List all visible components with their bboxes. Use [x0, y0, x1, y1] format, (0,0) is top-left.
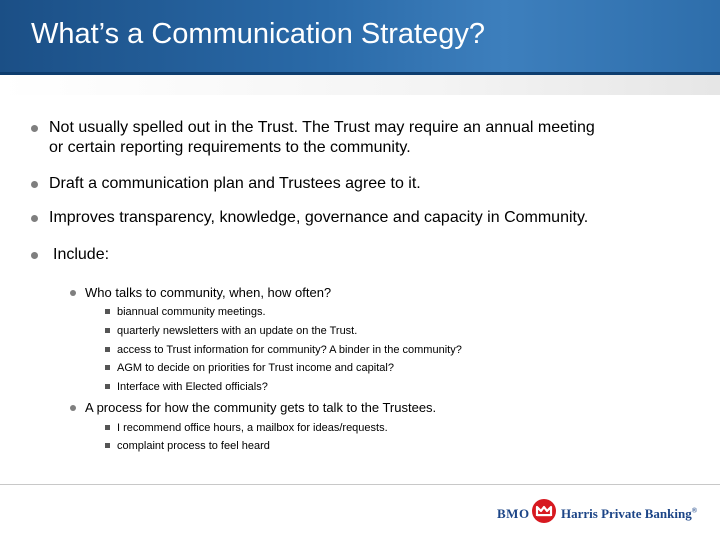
detail-text: biannual community meetings. [117, 306, 266, 318]
detail-text: Interface with Elected officials? [117, 381, 268, 393]
sub-bullet-text: A process for how the community gets to talk to the Trustees. [85, 400, 437, 415]
bullet-text: Draft a communication plan and Trustees agree to it. [49, 175, 421, 192]
square-bullet-icon [105, 425, 110, 430]
square-bullet-icon [105, 347, 110, 352]
detail-text: AGM to decide on priorities for Trust income and capital? [117, 362, 394, 374]
square-bullet-icon [105, 309, 110, 314]
detail-text: complaint process to feel heard [117, 440, 270, 452]
bullet-dot-icon [31, 181, 38, 188]
title-bar [0, 0, 720, 72]
bullet-text: Include: [53, 246, 110, 263]
bullet-text: Not usually spelled out in the Trust. The Trust may require an annual meeting [49, 119, 595, 136]
footer-divider [0, 484, 720, 485]
logo-bmo-text: BMO [497, 506, 530, 521]
bullet-text: or certain reporting requirements to the community. [49, 139, 411, 156]
sub-bullet-dot-icon [70, 405, 76, 411]
square-bullet-icon [105, 384, 110, 389]
sub-bullet-text: Who talks to community, when, how often? [85, 285, 332, 300]
detail-text: quarterly newsletters with an update on the Trust. [117, 325, 358, 337]
square-bullet-icon [105, 328, 110, 333]
detail-text: access to Trust information for community? A binder in the community? [117, 344, 462, 356]
bullet-dot-icon [31, 215, 38, 222]
logo-harris-text [561, 506, 697, 522]
trademark-symbol: ® [691, 506, 697, 515]
sub-bullet-dot-icon [70, 290, 76, 296]
bullet-text: Improves transparency, knowledge, governance and capacity in Community. [49, 209, 589, 226]
detail-text: I recommend office hours, a mailbox for ideas/requests. [117, 422, 388, 434]
bullet-dot-icon [31, 252, 38, 259]
header-gradient-strip [0, 75, 720, 95]
square-bullet-icon [105, 365, 110, 370]
slide-title: What’s a Communication Strategy? [31, 18, 486, 50]
bullet-dot-icon [31, 125, 38, 132]
logo-harris-label: Harris Private Banking [561, 506, 692, 521]
square-bullet-icon [105, 443, 110, 448]
bmo-roundel-logo-icon [532, 499, 556, 523]
